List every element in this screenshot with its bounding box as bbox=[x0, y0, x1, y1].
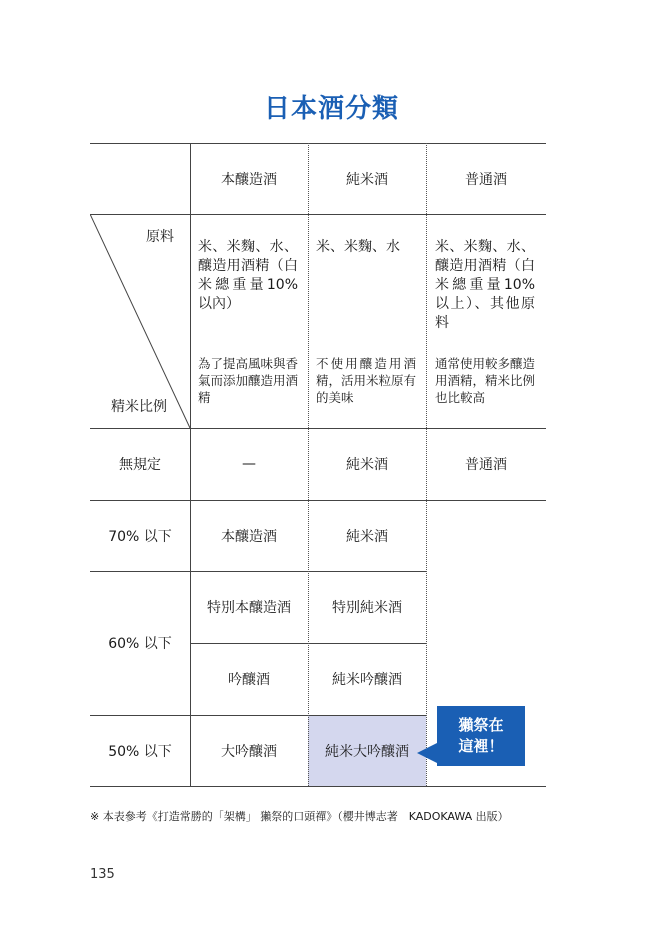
cell-70-junmai: 純米酒 bbox=[346, 528, 388, 545]
corner-label-polish-ratio: 精米比例 bbox=[111, 399, 167, 415]
column-header-honjozo: 本釀造酒 bbox=[221, 171, 277, 188]
table-bottom-border bbox=[90, 786, 546, 787]
cell-60-honjozo-special: 特別本釀造酒 bbox=[207, 600, 291, 616]
ingredients-honjozo: 米、米麴、水、釀造用酒精（白米總重量10% 以內） bbox=[198, 239, 298, 312]
row-label-50: 50% 以下 bbox=[108, 743, 172, 760]
cell-70-honjozo: 本釀造酒 bbox=[221, 528, 277, 545]
column-header-junmai: 純米酒 bbox=[346, 171, 388, 188]
row-label-70: 70% 以下 bbox=[108, 528, 172, 545]
cell-none-honjozo: — bbox=[242, 456, 256, 472]
cell-none-futsu: 普通酒 bbox=[465, 457, 507, 473]
cell-60-junmai-special: 特別純米酒 bbox=[332, 600, 402, 616]
row-label-60: 60% 以下 bbox=[108, 636, 172, 652]
ingredients-junmai: 米、米麴、水 bbox=[316, 239, 400, 255]
description-honjozo: 為了提高風味與香氣而添加釀造用酒精 bbox=[198, 356, 299, 405]
cell-50-junmai-daiginjo: 純米大吟釀酒 bbox=[325, 743, 409, 760]
ingredients-futsu: 米、米麴、水、釀造用酒精（白米總重量10% 以上）、其他原料 bbox=[435, 239, 535, 331]
cell-60-ginjo: 吟釀酒 bbox=[228, 672, 270, 688]
footnote: ※ 本表參考《打造常勝的「架構」 獺祭的口頭禪》（櫻井博志著 KADOKAWA 出版） bbox=[90, 810, 509, 823]
page-number: 135 bbox=[90, 867, 115, 882]
row-label-none: 無規定 bbox=[119, 457, 161, 473]
corner-diagonal bbox=[90, 214, 191, 429]
cell-50-daiginjo: 大吟釀酒 bbox=[221, 743, 277, 760]
description-junmai: 不使用釀造用酒精，活用米粒原有的美味 bbox=[316, 356, 417, 405]
corner-label-ingredients: 原料 bbox=[146, 229, 174, 245]
cell-60-junmai-ginjo: 純米吟釀酒 bbox=[332, 672, 402, 688]
cell-none-junmai: 純米酒 bbox=[346, 457, 388, 473]
callout-pointer bbox=[417, 742, 439, 764]
dassai-callout: 獺祭在 這裡！ bbox=[437, 706, 525, 766]
page-title: 日本酒分類 bbox=[263, 94, 399, 124]
description-futsu: 通常使用較多釀造用酒精，精米比例也比較高 bbox=[435, 356, 536, 405]
column-header-futsu: 普通酒 bbox=[465, 171, 507, 188]
